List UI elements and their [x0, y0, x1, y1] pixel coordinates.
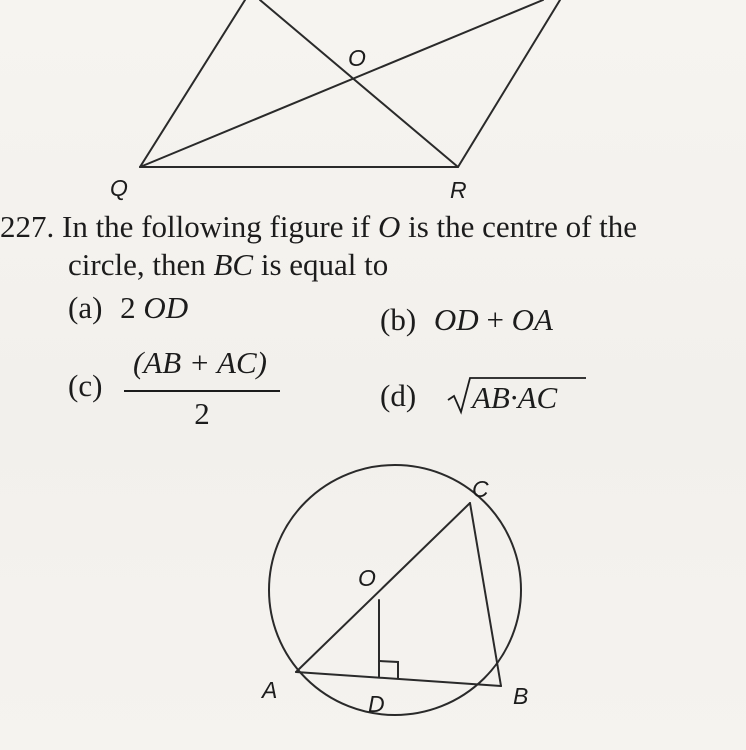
right-angle-mark	[379, 661, 398, 678]
circle	[269, 465, 521, 715]
option-b-term-1: OD	[433, 302, 479, 337]
option-a-label: (a)	[68, 290, 103, 325]
option-b-label: (b)	[380, 302, 417, 337]
question-text-2a: circle, then	[68, 247, 214, 282]
question-text-2b: is equal to	[253, 247, 389, 282]
option-a-coef: 2	[120, 290, 144, 325]
option-b-term-2: OA	[511, 302, 553, 337]
question-var-o: O	[377, 209, 401, 244]
option-a-term: OD	[143, 290, 189, 325]
question-var-bc: BC	[213, 247, 254, 282]
label-a: A	[262, 677, 278, 703]
label-o-circle: O	[358, 565, 376, 591]
option-d-radicand: AB·AC	[472, 380, 558, 415]
question-text-1a: In the following figure if	[62, 209, 378, 244]
question-text-1b: is the centre of the	[400, 209, 638, 244]
label-b: B	[513, 683, 529, 709]
label-d: D	[368, 691, 385, 717]
label-c: C	[472, 476, 489, 502]
option-c-label: (c)	[68, 368, 103, 403]
label-q: Q	[110, 175, 128, 201]
diameter-ac	[296, 503, 470, 672]
label-r: R	[450, 177, 467, 203]
option-c-numerator: (AB + AC)	[133, 345, 267, 380]
label-o-top: O	[348, 45, 366, 71]
option-d-label: (d)	[380, 378, 417, 413]
option-b-operator: +	[478, 302, 512, 337]
question-number: 227.	[0, 209, 55, 244]
option-c-denominator: 2	[194, 396, 210, 431]
chord-cb	[470, 503, 501, 686]
